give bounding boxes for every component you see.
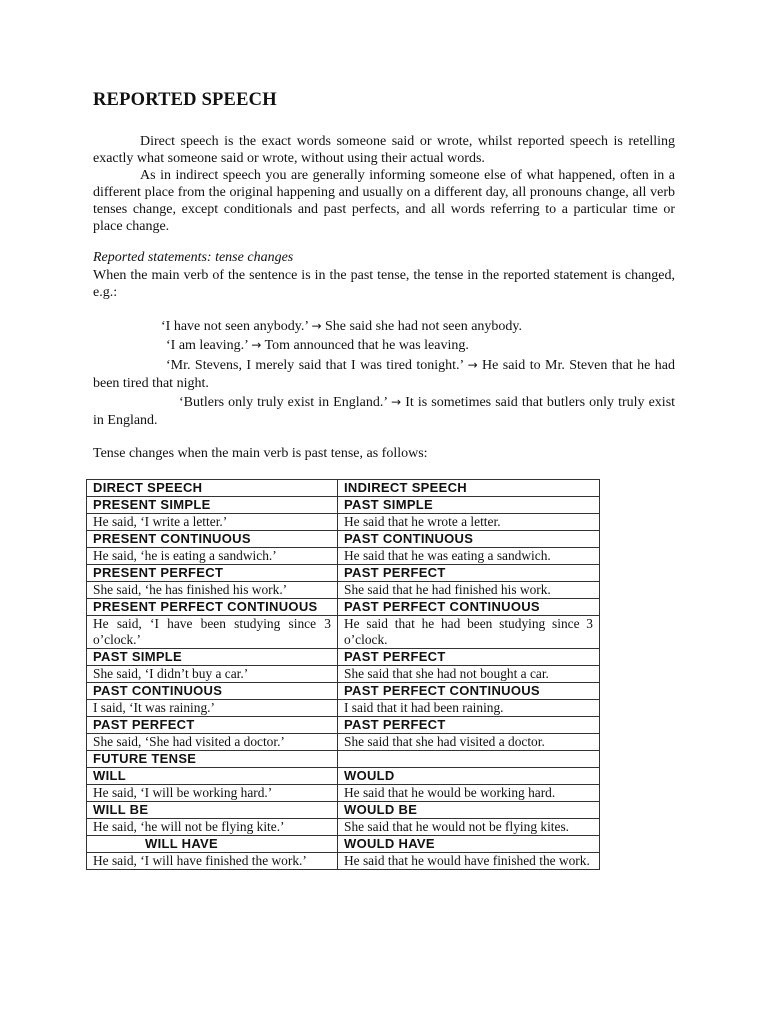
table-row: [87, 514, 600, 531]
table-row: [87, 616, 600, 649]
direct-speech-cell: I said, ‘It was raining.’: [87, 700, 338, 717]
direct-speech-cell: PAST SIMPLE: [87, 649, 338, 666]
direct-speech-cell: He said, ‘he will not be flying kite.’: [87, 819, 338, 836]
tense-heading-row: [87, 531, 600, 548]
tense-heading-row: [87, 649, 600, 666]
indirect-speech-cell: WOULD BE: [338, 802, 600, 819]
direct-speech-cell: PRESENT SIMPLE: [87, 497, 338, 514]
subheading: Reported statements: tense changes: [93, 250, 294, 265]
table-intro: Tense changes when the main verb is past tense, as follows:: [93, 446, 428, 461]
indirect-speech-cell: She said that she had not bought a car.: [338, 666, 600, 683]
tense-heading-row: [87, 497, 600, 514]
indirect-speech-cell: She said that he had finished his work.: [338, 582, 600, 599]
example-line: [93, 356, 675, 393]
direct-speech-cell: He said, ‘he is eating a sandwich.’: [87, 548, 338, 565]
example-direct: ‘Butlers only truly exist in England.’: [179, 395, 387, 410]
indirect-speech-cell: She said that he would not be flying kites.: [338, 819, 600, 836]
intro-paragraph-1: Direct speech is the exact words someone said or wrote, whilst reported speech is retelling exactly what someone said or wrote, without using their actual words.: [93, 134, 675, 166]
indirect-speech-cell: PAST PERFECT: [338, 565, 600, 582]
direct-speech-cell: She said, ‘I didn’t buy a car.’: [87, 666, 338, 683]
arrow-icon: →: [467, 358, 478, 372]
table-row: [87, 666, 600, 683]
example-direct: ‘I have not seen anybody.’: [161, 319, 308, 334]
table-row: [87, 734, 600, 751]
indirect-speech-cell: He said that he had been studying since 3 o’clock.: [338, 616, 600, 649]
example-direct: ‘Mr. Stevens, I merely said that I was tired tonight.’: [166, 358, 464, 373]
indirect-speech-cell: She said that she had visited a doctor.: [338, 734, 600, 751]
indirect-speech-cell: PAST PERFECT: [338, 717, 600, 734]
indirect-speech-cell: [338, 751, 600, 768]
indirect-speech-cell: PAST SIMPLE: [338, 497, 600, 514]
indirect-speech-cell: He said that he was eating a sandwich.: [338, 548, 600, 565]
example-line: [161, 318, 522, 335]
tense-heading-row: [87, 565, 600, 582]
table-row: [87, 819, 600, 836]
arrow-icon: →: [311, 319, 322, 333]
direct-speech-cell: He said, ‘I will have finished the work.’: [87, 853, 338, 870]
table-header-row: [87, 480, 600, 497]
example-line: [166, 337, 469, 354]
direct-speech-cell: She said, ‘She had visited a doctor.’: [87, 734, 338, 751]
example-line: [93, 393, 675, 430]
page-title: REPORTED SPEECH: [93, 90, 277, 110]
tense-intro-paragraph: When the main verb of the sentence is in the past tense, the tense in the reported statement is changed, e.g.:: [93, 268, 675, 300]
tense-heading-row: [87, 751, 600, 768]
example-direct: ‘I am leaving.’: [166, 338, 248, 353]
indirect-speech-cell: PAST PERFECT: [338, 649, 600, 666]
direct-speech-cell: PRESENT PERFECT: [87, 565, 338, 582]
direct-speech-cell: WILL HAVE: [87, 836, 338, 853]
indirect-speech-cell: WOULD HAVE: [338, 836, 600, 853]
table-row: [87, 582, 600, 599]
header-direct-speech: DIRECT SPEECH: [87, 480, 338, 497]
tense-heading-row: [87, 683, 600, 700]
direct-speech-cell: He said, ‘I write a letter.’: [87, 514, 338, 531]
arrow-icon: →: [391, 395, 402, 409]
indirect-speech-cell: PAST PERFECT CONTINUOUS: [338, 599, 600, 616]
indirect-speech-cell: PAST CONTINUOUS: [338, 531, 600, 548]
table-row: [87, 700, 600, 717]
direct-speech-cell: PRESENT CONTINUOUS: [87, 531, 338, 548]
direct-speech-cell: She said, ‘he has finished his work.’: [87, 582, 338, 599]
example-reported: He said to Mr. Steven that he had been tired that night.: [93, 358, 675, 391]
tense-heading-row: [87, 717, 600, 734]
example-reported: Tom announced that he was leaving.: [264, 338, 469, 353]
arrow-icon: →: [251, 338, 262, 352]
indirect-speech-cell: WOULD: [338, 768, 600, 785]
tense-changes-table: [86, 479, 600, 870]
tense-heading-row: [87, 599, 600, 616]
indirect-speech-cell: He said that he would be working hard.: [338, 785, 600, 802]
direct-speech-cell: PAST CONTINUOUS: [87, 683, 338, 700]
indirect-speech-cell: I said that it had been raining.: [338, 700, 600, 717]
direct-speech-cell: WILL: [87, 768, 338, 785]
indirect-speech-cell: He said that he wrote a letter.: [338, 514, 600, 531]
tense-table-body: [87, 480, 600, 870]
direct-speech-cell: PAST PERFECT: [87, 717, 338, 734]
example-reported: She said she had not seen anybody.: [325, 319, 523, 334]
direct-speech-cell: WILL BE: [87, 802, 338, 819]
direct-speech-cell: FUTURE TENSE: [87, 751, 338, 768]
direct-speech-cell: He said, ‘I will be working hard.’: [87, 785, 338, 802]
indirect-speech-cell: He said that he would have finished the work.: [338, 853, 600, 870]
table-row: [87, 853, 600, 870]
header-indirect-speech: INDIRECT SPEECH: [338, 480, 600, 497]
tense-heading-row: [87, 802, 600, 819]
example-reported: It is sometimes said that butlers only truly exist in England.: [93, 395, 676, 428]
direct-speech-cell: He said, ‘I have been studying since 3 o’clock.’: [87, 616, 338, 649]
tense-heading-row: [87, 768, 600, 785]
table-row: [87, 785, 600, 802]
table-row: [87, 548, 600, 565]
intro-paragraph-2: As in indirect speech you are generally informing someone else of what happened, often in a different place from the original happening and usually on a different day, all pronouns change, all verb tenses change, except conditionals and past perfects, and all words referring to a particular time or place change.: [93, 168, 675, 234]
indirect-speech-cell: PAST PERFECT CONTINUOUS: [338, 683, 600, 700]
tense-heading-row: [87, 836, 600, 853]
direct-speech-cell: PRESENT PERFECT CONTINUOUS: [87, 599, 338, 616]
